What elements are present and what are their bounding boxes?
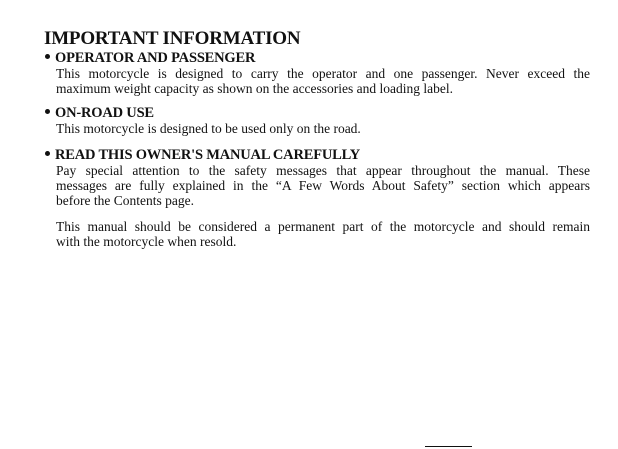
body-text: Pay special attention to the safety messages that appear throughout the manual. These [56,164,590,178]
body-text: before the Contents page. [56,193,194,208]
bullet-icon [45,54,50,59]
page-title: IMPORTANT INFORMATION [44,28,301,49]
body-text: messages are fully explained in the “A Few Words About Safety” section which appears [56,179,590,193]
heading-text: OPERATOR AND PASSENGER [55,50,256,66]
body-text: This motorcycle is designed to be used only on the road. [56,121,361,136]
heading-text: ON-ROAD USE [55,105,154,121]
section-heading-read-manual [45,147,360,164]
footer-rule [425,446,472,447]
heading-text: READ THIS OWNER'S MANUAL CAREFULLY [55,147,361,163]
body-text: with the motorcycle when resold. [56,234,237,249]
body-text: This manual should be considered a permanent part of the motorcycle and should remain [56,220,590,234]
section-heading-on-road [45,105,154,122]
bullet-icon [45,109,50,114]
bullet-icon [45,151,50,156]
body-text: maximum weight capacity as shown on the accessories and loading label. [56,81,454,96]
body-text: This motorcycle is designed to carry the operator and one passenger. Never exceed the [56,67,590,81]
section-heading-operator [45,50,255,67]
